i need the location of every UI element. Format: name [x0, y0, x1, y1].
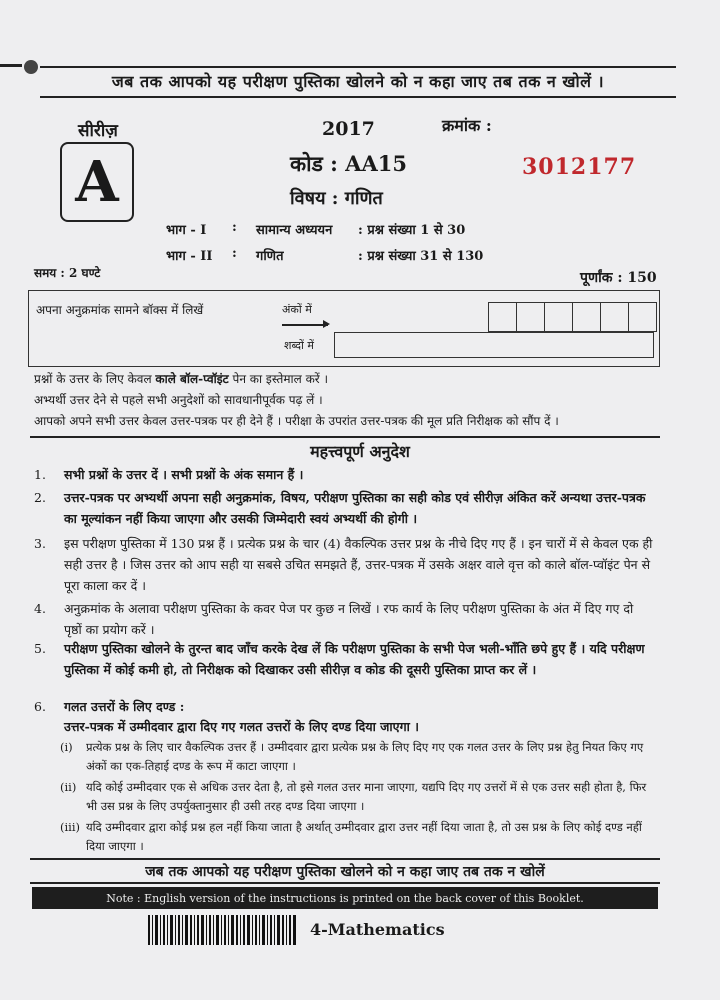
top-rule-2 [40, 96, 676, 98]
series-box [60, 142, 134, 222]
roll-label: अपना अनुक्रमांक सामने बॉक्स में लिखें [36, 303, 204, 317]
roll-digit-box[interactable] [629, 303, 656, 331]
part-2-label: भाग - II [166, 249, 213, 264]
bottom-warning: जब तक आपको यह परीक्षण पुस्तिका खोलने को न कहा जाए तब तक न खोलें [145, 864, 545, 880]
roll-digit-box[interactable] [601, 303, 629, 331]
edge-mark [0, 64, 22, 67]
roll-digit-box[interactable] [517, 303, 545, 331]
part-1-questions: : प्रश्न संख्या 1 से 30 [358, 223, 466, 238]
instruction-item: 1. सभी प्रश्नों के उत्तर दें । सभी प्रश्नों के अंक समान हैं । [34, 467, 304, 482]
bottom-rule [30, 858, 660, 860]
roll-words-field[interactable] [334, 332, 654, 358]
penalty-intro: उत्तर-पत्रक में उम्मीदवार द्वारा दिए गए गलत उत्तरों के लिए दण्ड दिया जाएगा । [64, 719, 419, 734]
series-label: सीरीज़ [78, 121, 118, 141]
part-2-name: गणित [256, 249, 284, 264]
series-letter: A [75, 149, 119, 215]
serial-label: क्रमांक : [442, 116, 492, 135]
instruction-item: 5. परीक्षण पुस्तिका खोलने के तुरन्त बाद जाँच करके देख लें कि परीक्षण पुस्तिका के सभी पेज भली-भाँति छपे हुए हैं । यदि परीक्षण पुस्तिका में कोई कमी हो, तो निरीक्षक को दिखाकर उसी सीरीज़ व कोड की दूसरी पुस्तिका प्राप्त कर लें । [34, 641, 645, 677]
max-marks: पूर्णांक : 150 [580, 270, 657, 286]
part-1-label: भाग - I [166, 223, 207, 238]
part-1-name: सामान्य अध्ययन [256, 223, 333, 238]
penalty-point: (i) प्रत्येक प्रश्न के लिए चार वैकल्पिक उत्तर हैं । उम्मीदवार द्वारा प्रत्येक प्रश्न के लिए दिए गए एक गलत उत्तर के लिए प्रश्न हेतु नियत किए गए अंकों का एक-तिहाई दण्ड के रूप में काटा जाएगा । [60, 740, 644, 773]
subject-code: 4-Mathematics [310, 920, 445, 939]
top-rule [40, 66, 676, 68]
instruction-item: 4. अनुक्रमांक के अलावा परीक्षण पुस्तिका के कवर पेज पर कुछ न लिखें । रफ कार्य के लिए परीक्षण पुस्तिका के अंत में दिए गए दो पृष्ठों का प्रयोग करें । [34, 601, 634, 637]
in-words-label: शब्दों में [284, 339, 314, 352]
general-instruction: अभ्यर्थी उत्तर देने से पहले सभी अनुदेशों को सावधानीपूर्वक पढ़ लें । [34, 393, 323, 407]
roll-digit-box[interactable] [573, 303, 601, 331]
heading-rule [30, 436, 660, 438]
punch-hole [24, 60, 38, 74]
general-instruction: प्रश्नों के उत्तर के लिए केवल काले बॉल-प्वॉइंट पेन का इस्तेमाल करें । [34, 372, 329, 386]
bottom-rule-2 [30, 882, 660, 884]
penalty-point: (iii) यदि उम्मीदवार द्वारा कोई प्रश्न हल नहीं किया जाता है अर्थात् उम्मीदवार द्वारा उत्तर नहीं दिया जाता है, तो उस प्रश्न के लिए कोई दण्ड नहीं दिया जाएगा । [60, 820, 642, 853]
subject: विषय : गणित [290, 188, 383, 209]
english-note: Note : English version of the instructions is printed on the back cover of this Booklet. [32, 887, 658, 909]
instruction-item: 3. इस परीक्षण पुस्तिका में 130 प्रश्न हैं । प्रत्येक प्रश्न के चार (4) वैकल्पिक उत्तर प्रश्न के नीचे दिए गए हैं । इन चारों में से केवल एक ही सही उत्तर है । जिस उत्तर को आप सही या सबसे उचित समझते हैं, उत्तर-पत्रक में उसके अक्षर वाले वृत्त को काले बॉल-प्वॉइंट पेन से पूरा काला कर दें । [34, 536, 653, 593]
general-instruction: आपको अपने सभी उत्तर केवल उत्तर-पत्रक पर ही देने हैं । परीक्षा के उपरांत उत्तर-पत्रक की मूल प्रति निरीक्षक को सौंप दें । [34, 414, 559, 428]
booklet-code: कोड : AA15 [290, 151, 407, 176]
exam-time: समय : 2 घण्टे [34, 266, 101, 280]
roll-digit-box[interactable] [545, 303, 573, 331]
roll-digit-box[interactable] [489, 303, 517, 331]
instruction-item: 6. गलत उत्तरों के लिए दण्ड : [34, 699, 185, 714]
part-2-sep: : [232, 246, 237, 261]
top-warning: जब तक आपको यह परीक्षण पुस्तिका खोलने को न कहा जाए तब तक न खोलें । [111, 72, 605, 91]
roll-digit-boxes[interactable] [488, 302, 657, 332]
in-digits-label: अंकों में [282, 303, 312, 316]
serial-number: 3012177 [522, 154, 637, 180]
exam-year: 2017 [322, 118, 375, 140]
penalty-point: (ii) यदि कोई उम्मीदवार एक से अधिक उत्तर देता है, तो इसे गलत उत्तर माना जाएगा, यद्यपि दिए गए उत्तरों में से एक उत्तर सही होता है, फिर भी उस प्रश्न के लिए उपर्युक्तानुसार ही उसी तरह दण्ड दिया जाएगा । [60, 780, 647, 813]
important-heading: महत्त्वपूर्ण अनुदेश [310, 442, 410, 461]
part-2-questions: : प्रश्न संख्या 31 से 130 [358, 249, 484, 264]
barcode-icon [148, 915, 296, 945]
instruction-item: 2. उत्तर-पत्रक पर अभ्यर्थी अपना सही अनुक्रमांक, विषय, परीक्षण पुस्तिका का सही कोड एवं सीरीज़ अंकित करें अन्यथा उत्तर-पत्रक का मूल्यांकन नहीं किया जाएगा और उसकी जिम्मेदारी स्वयं अभ्यर्थी की होगी । [34, 490, 646, 526]
arrow-icon [282, 324, 328, 326]
part-1-sep: : [232, 220, 237, 235]
